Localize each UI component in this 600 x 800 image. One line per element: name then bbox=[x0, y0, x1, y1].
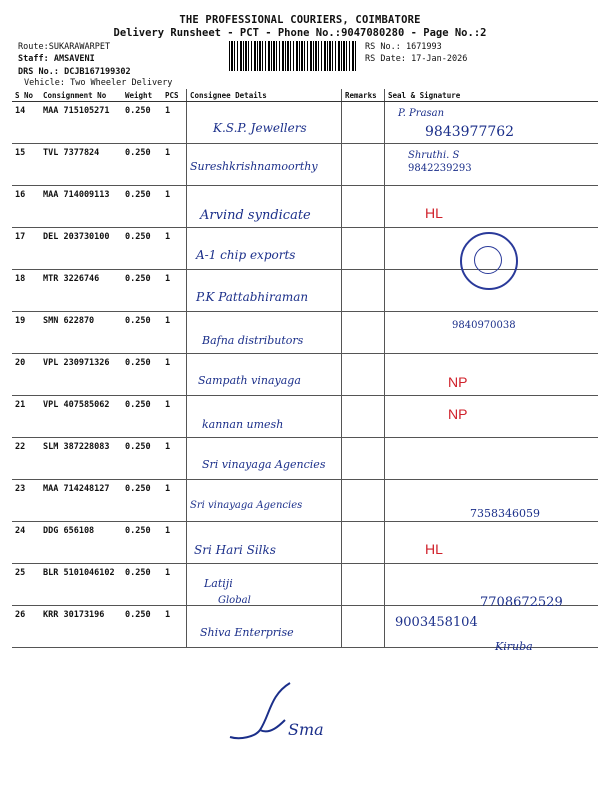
row-weight: 0.250 bbox=[122, 564, 162, 606]
rs-no-label: RS No.: bbox=[365, 42, 401, 52]
final-signature bbox=[200, 675, 360, 745]
col-pcs: PCS bbox=[162, 89, 187, 102]
handwriting-consignee-18: P.K Pattabhiraman bbox=[196, 290, 309, 304]
table-row bbox=[12, 522, 598, 564]
handwriting-consignee-25-line1: Latiji bbox=[204, 577, 233, 590]
handwriting-consignee-14: K.S.P. Jewellers bbox=[213, 121, 307, 135]
row-consignee-details bbox=[187, 312, 342, 354]
row-pcs: 1 bbox=[162, 186, 187, 228]
handwriting-consignee-17: A-1 chip exports bbox=[196, 248, 296, 262]
handwriting-consignee-19: Bafna distributors bbox=[202, 334, 304, 347]
handwriting-consignee-24: Sri Hari Silks bbox=[194, 543, 276, 557]
row-weight: 0.250 bbox=[122, 480, 162, 522]
row-weight: 0.250 bbox=[122, 354, 162, 396]
row-consignee-details bbox=[187, 396, 342, 438]
vehicle-label: Vehicle: bbox=[24, 78, 65, 88]
route-label: Route: bbox=[18, 42, 49, 52]
row-sno: 21 bbox=[12, 396, 40, 438]
row-seal-signature bbox=[385, 396, 599, 438]
rs-no-value: 1671993 bbox=[405, 42, 442, 52]
signature-26-phone: 9003458104 bbox=[395, 615, 478, 630]
rs-date-label: RS Date: bbox=[365, 54, 406, 64]
row-pcs: 1 bbox=[162, 312, 187, 354]
handwriting-consignee-20: Sampath vinayaga bbox=[198, 374, 301, 387]
row-sno: 19 bbox=[12, 312, 40, 354]
signature-15-name: Shruthi. S bbox=[408, 150, 460, 161]
row-pcs: 1 bbox=[162, 480, 187, 522]
handwriting-consignee-26: Shiva Enterprise bbox=[200, 626, 294, 639]
col-signature: Seal & Signature bbox=[385, 89, 599, 102]
row-weight: 0.250 bbox=[122, 102, 162, 144]
row-consignment-no: KRR 30173196 bbox=[40, 606, 122, 648]
row-consignment-no: BLR 5101046102 bbox=[40, 564, 122, 606]
drs-value: DCJB167199302 bbox=[64, 67, 131, 77]
barcode bbox=[229, 41, 357, 71]
row-seal-signature bbox=[385, 438, 599, 480]
staff-value: AMSAVENI bbox=[53, 54, 95, 64]
row-pcs: 1 bbox=[162, 228, 187, 270]
col-remarks: Remarks bbox=[342, 89, 385, 102]
row-consignment-no: SMN 622870 bbox=[40, 312, 122, 354]
row-weight: 0.250 bbox=[122, 438, 162, 480]
table-row bbox=[12, 396, 598, 438]
row-pcs: 1 bbox=[162, 144, 187, 186]
row-weight: 0.250 bbox=[122, 522, 162, 564]
route-value: SUKARAWARPET bbox=[48, 42, 111, 52]
row-sno: 22 bbox=[12, 438, 40, 480]
table-header-row bbox=[12, 89, 598, 102]
col-sno: S No bbox=[12, 89, 40, 102]
row-consignment-no: MAA 714009113 bbox=[40, 186, 122, 228]
staff-label: Staff: bbox=[18, 54, 49, 64]
row-seal-signature bbox=[385, 186, 599, 228]
staff-line bbox=[18, 54, 95, 64]
row-seal-signature bbox=[385, 522, 599, 564]
rs-no-line bbox=[365, 42, 442, 52]
vehicle-value: Two Wheeler Delivery bbox=[70, 78, 173, 88]
row-consignment-no: SLM 387228083 bbox=[40, 438, 122, 480]
signature-15-phone: 9842239293 bbox=[408, 163, 472, 174]
row-remarks bbox=[342, 438, 385, 480]
signature-14-phone: 9843977762 bbox=[425, 124, 515, 140]
row-sno: 20 bbox=[12, 354, 40, 396]
handwriting-consignee-22: Sri vinayaga Agencies bbox=[202, 458, 326, 471]
row-pcs: 1 bbox=[162, 270, 187, 312]
remark-21: NP bbox=[448, 406, 468, 422]
row-consignment-no: TVL 7377824 bbox=[40, 144, 122, 186]
row-weight: 0.250 bbox=[122, 144, 162, 186]
row-remarks bbox=[342, 270, 385, 312]
col-consignment: Consignment No bbox=[40, 89, 122, 102]
table-row bbox=[12, 312, 598, 354]
row-pcs: 1 bbox=[162, 396, 187, 438]
row-sno: 15 bbox=[12, 144, 40, 186]
row-remarks bbox=[342, 354, 385, 396]
row-seal-signature bbox=[385, 354, 599, 396]
signature-23-phone: 7358346059 bbox=[470, 507, 540, 520]
row-remarks bbox=[342, 186, 385, 228]
row-sno: 14 bbox=[12, 102, 40, 144]
row-consignment-no: MAA 715105271 bbox=[40, 102, 122, 144]
row-weight: 0.250 bbox=[122, 228, 162, 270]
row-remarks bbox=[342, 480, 385, 522]
row-remarks bbox=[342, 606, 385, 648]
row-consignment-no: DDG 656108 bbox=[40, 522, 122, 564]
drs-label: DRS No.: bbox=[18, 67, 59, 77]
final-signature-text: Sma bbox=[288, 720, 324, 739]
company-seal-stamp bbox=[460, 232, 518, 290]
row-sno: 17 bbox=[12, 228, 40, 270]
table-row bbox=[12, 354, 598, 396]
remark-16: HL bbox=[425, 205, 443, 221]
remark-24: HL bbox=[425, 541, 443, 557]
col-consignee: Consignee Details bbox=[187, 89, 342, 102]
row-weight: 0.250 bbox=[122, 312, 162, 354]
signature-14-name: P. Prasan bbox=[398, 108, 445, 119]
row-consignment-no: VPL 407585062 bbox=[40, 396, 122, 438]
route-line bbox=[18, 42, 110, 52]
row-remarks bbox=[342, 102, 385, 144]
runsheet-subtitle: Delivery Runsheet - PCT - Phone No.:9047080280 - Page No.:2 bbox=[113, 27, 487, 39]
row-remarks bbox=[342, 144, 385, 186]
row-weight: 0.250 bbox=[122, 186, 162, 228]
row-weight: 0.250 bbox=[122, 270, 162, 312]
row-sno: 23 bbox=[12, 480, 40, 522]
row-consignment-no: VPL 230971326 bbox=[40, 354, 122, 396]
row-pcs: 1 bbox=[162, 354, 187, 396]
row-sno: 25 bbox=[12, 564, 40, 606]
row-weight: 0.250 bbox=[122, 396, 162, 438]
col-weight: Weight bbox=[122, 89, 162, 102]
row-pcs: 1 bbox=[162, 564, 187, 606]
vehicle-line bbox=[24, 78, 172, 88]
row-seal-signature bbox=[385, 312, 599, 354]
signature-26-name: Kiruba bbox=[495, 640, 533, 653]
signature-19-phone: 9840970038 bbox=[452, 320, 516, 331]
row-pcs: 1 bbox=[162, 102, 187, 144]
row-pcs: 1 bbox=[162, 522, 187, 564]
row-pcs: 1 bbox=[162, 606, 187, 648]
handwriting-consignee-16: Arvind syndicate bbox=[200, 208, 311, 223]
remark-20: NP bbox=[448, 374, 468, 390]
row-consignment-no: DEL 203730100 bbox=[40, 228, 122, 270]
handwriting-consignee-15: Sureshkrishnamoorthy bbox=[190, 160, 318, 173]
row-sno: 16 bbox=[12, 186, 40, 228]
handwriting-consignee-25-line2: Global bbox=[218, 595, 251, 606]
row-consignment-no: MTR 3226746 bbox=[40, 270, 122, 312]
handwriting-consignee-21: kannan umesh bbox=[202, 418, 284, 431]
row-sno: 24 bbox=[12, 522, 40, 564]
drs-line bbox=[18, 67, 131, 77]
rs-date-value: 17-Jan-2026 bbox=[411, 54, 468, 64]
row-remarks bbox=[342, 396, 385, 438]
row-consignment-no: MAA 714248127 bbox=[40, 480, 122, 522]
rs-date-line bbox=[365, 54, 467, 64]
row-pcs: 1 bbox=[162, 438, 187, 480]
row-sno: 26 bbox=[12, 606, 40, 648]
company-title: THE PROFESSIONAL COURIERS, COIMBATORE bbox=[179, 14, 421, 26]
handwriting-consignee-23: Sri vinayaga Agencies bbox=[190, 500, 303, 511]
row-remarks bbox=[342, 228, 385, 270]
row-weight: 0.250 bbox=[122, 606, 162, 648]
row-remarks bbox=[342, 312, 385, 354]
signature-25-phone: 7708672529 bbox=[480, 595, 563, 610]
row-sno: 18 bbox=[12, 270, 40, 312]
row-remarks bbox=[342, 522, 385, 564]
row-remarks bbox=[342, 564, 385, 606]
